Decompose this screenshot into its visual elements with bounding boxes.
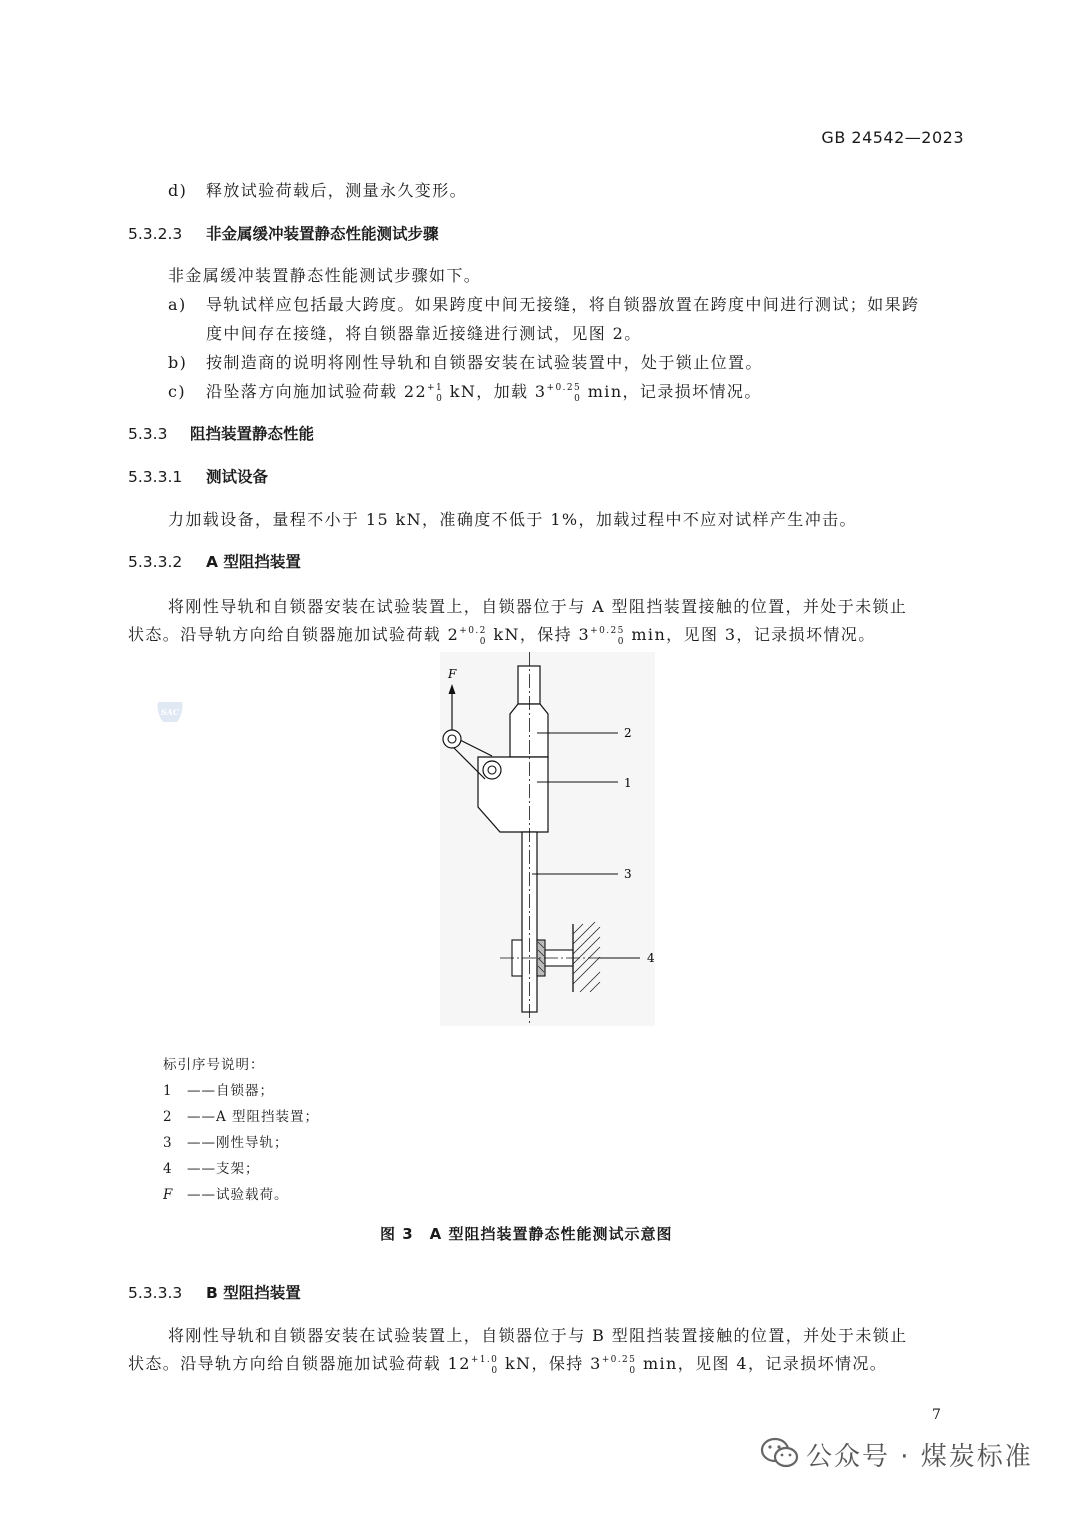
figure-caption: 图 3 A 型阻挡装置静态性能测试示意图 — [380, 1225, 673, 1243]
tolerance-sub: 0 — [574, 394, 582, 404]
list-item-label: d) — [168, 181, 188, 200]
load-text: kN，保持 3 — [498, 1354, 602, 1373]
section-title: 测试设备 — [206, 468, 269, 486]
section-title: 非金属缓冲装置静态性能测试步骤 — [206, 225, 439, 243]
pin-lower-inner — [488, 766, 496, 774]
page-number: 7 — [932, 1407, 941, 1423]
list-item-a — [168, 292, 919, 315]
wechat-icon — [760, 1436, 800, 1470]
legend-key: 2 — [163, 1109, 173, 1125]
load-text: kN，加载 3 — [443, 382, 547, 401]
load-text: 状态。沿导轨方向给自锁器施加试验荷载 12 — [128, 1354, 471, 1373]
list-item-b — [168, 350, 763, 373]
force-label: F — [448, 667, 457, 681]
legend-key: F — [163, 1187, 174, 1203]
callout-2: 2 — [624, 726, 632, 740]
legend-item — [163, 1079, 274, 1099]
list-item-d — [168, 178, 467, 201]
callout-4: 4 — [647, 951, 655, 965]
a-type-blocking-device-shape — [510, 704, 548, 757]
section-heading-5332 — [128, 550, 301, 572]
tolerance-sup: +1.0 — [470, 1355, 499, 1365]
figure-3-diagram — [440, 652, 655, 1026]
paragraph-b-type-line2 — [128, 1351, 887, 1374]
legend-text: ——自锁器； — [187, 1083, 274, 1099]
standard-code: GB 24542—2023 — [821, 128, 964, 147]
sac-stamp-logo — [155, 698, 185, 726]
legend-text: ——刚性导轨； — [187, 1135, 289, 1151]
paragraph-a-type-line1: 将刚性导轨和自锁器安装在试验装置上，自锁器位于与 A 型阻挡装置接触的位置，并处于未锁止 — [168, 597, 908, 616]
legend-key: 1 — [163, 1083, 173, 1099]
section-title: B 型阻挡装置 — [206, 1284, 301, 1302]
legend-item — [163, 1183, 289, 1203]
svg-text:SAC: SAC — [160, 707, 180, 717]
legend-key: 3 — [163, 1135, 173, 1151]
callout-3: 3 — [624, 867, 632, 881]
load-text: 状态。沿导轨方向给自锁器施加试验荷载 2 — [128, 625, 460, 644]
section-heading-533 — [128, 422, 314, 444]
list-item-label: b) — [168, 353, 188, 372]
section-number: 5.3.3.2 — [128, 553, 183, 571]
legend-text: ——支架； — [187, 1161, 260, 1177]
section-title: A 型阻挡装置 — [206, 553, 301, 571]
tolerance-sup: +0.2 — [459, 626, 487, 636]
paragraph-intro: 非金属缓冲装置静态性能测试步骤如下。 — [168, 266, 482, 285]
legend-text: ——试验载荷。 — [187, 1187, 289, 1203]
list-item-text: 释放试验荷载后，测量永久变形。 — [206, 181, 468, 200]
tolerance-sup: +0.25 — [601, 1355, 637, 1365]
section-heading-5333 — [128, 1281, 301, 1303]
tolerance-sup: +0.25 — [546, 383, 582, 393]
list-item-a-continued: 度中间存在接缝，将自锁器靠近接缝进行测试，见图 2。 — [206, 324, 642, 343]
legend-key: 4 — [163, 1161, 173, 1177]
legend-text: ——A 型阻挡装置； — [187, 1109, 320, 1125]
tolerance-sub: 0 — [491, 1366, 499, 1376]
load-text: min，见图 3，记录损坏情况。 — [624, 625, 876, 644]
section-number: 5.3.2.3 — [128, 225, 183, 243]
legend-item — [163, 1131, 289, 1151]
paragraph-b-type-line1: 将刚性导轨和自锁器安装在试验装置上，自锁器位于与 B 型阻挡装置接触的位置，并处于未锁止 — [168, 1326, 908, 1345]
list-item-text: 按制造商的说明将刚性导轨和自锁器安装在试验装置中，处于锁止位置。 — [206, 353, 763, 372]
pin-upper-inner — [448, 735, 456, 743]
tolerance-sup: +0.25 — [590, 626, 625, 636]
tolerance-sup: +1 — [427, 383, 444, 393]
section-number: 5.3.3.1 — [128, 468, 183, 486]
figure-background — [440, 652, 655, 1026]
load-text: 沿坠落方向施加试验荷载 22 — [206, 382, 428, 401]
section-number: 5.3.3.3 — [128, 1284, 183, 1302]
tolerance-sub: 0 — [617, 637, 625, 647]
load-text: min，见图 4，记录损坏情况。 — [636, 1354, 888, 1373]
list-item-c — [168, 379, 762, 402]
paragraph-a-type-line2 — [128, 622, 876, 645]
list-item-text: 导轨试样应包括最大跨度。如果跨度中间无接缝，将自锁器放置在跨度中间进行测试；如果跨 — [206, 295, 920, 314]
section-heading-5331 — [128, 465, 268, 487]
callout-1: 1 — [624, 776, 632, 790]
paragraph-equipment: 力加载设备，量程不小于 15 kN，准确度不低于 1%，加载过程中不应对试样产生冲击。 — [168, 510, 857, 529]
section-title: 阻挡装置静态性能 — [190, 425, 315, 443]
legend-item — [163, 1157, 260, 1177]
list-item-label: c) — [168, 382, 187, 401]
section-heading-5323 — [128, 222, 439, 244]
tolerance-sub: 0 — [479, 637, 487, 647]
section-number: 5.3.3 — [128, 425, 168, 443]
load-text: min，记录损坏情况。 — [581, 382, 762, 401]
tolerance-sub: 0 — [436, 394, 444, 404]
legend-title: 标引序号说明： — [163, 1057, 265, 1073]
tolerance-sub: 0 — [629, 1366, 637, 1376]
legend-item — [163, 1105, 319, 1125]
list-item-label: a) — [168, 295, 187, 314]
load-text: kN，保持 3 — [486, 625, 591, 644]
rail-top-shape — [518, 666, 540, 704]
watermark-text: 公众号 · 煤炭标准 — [806, 1442, 1033, 1472]
